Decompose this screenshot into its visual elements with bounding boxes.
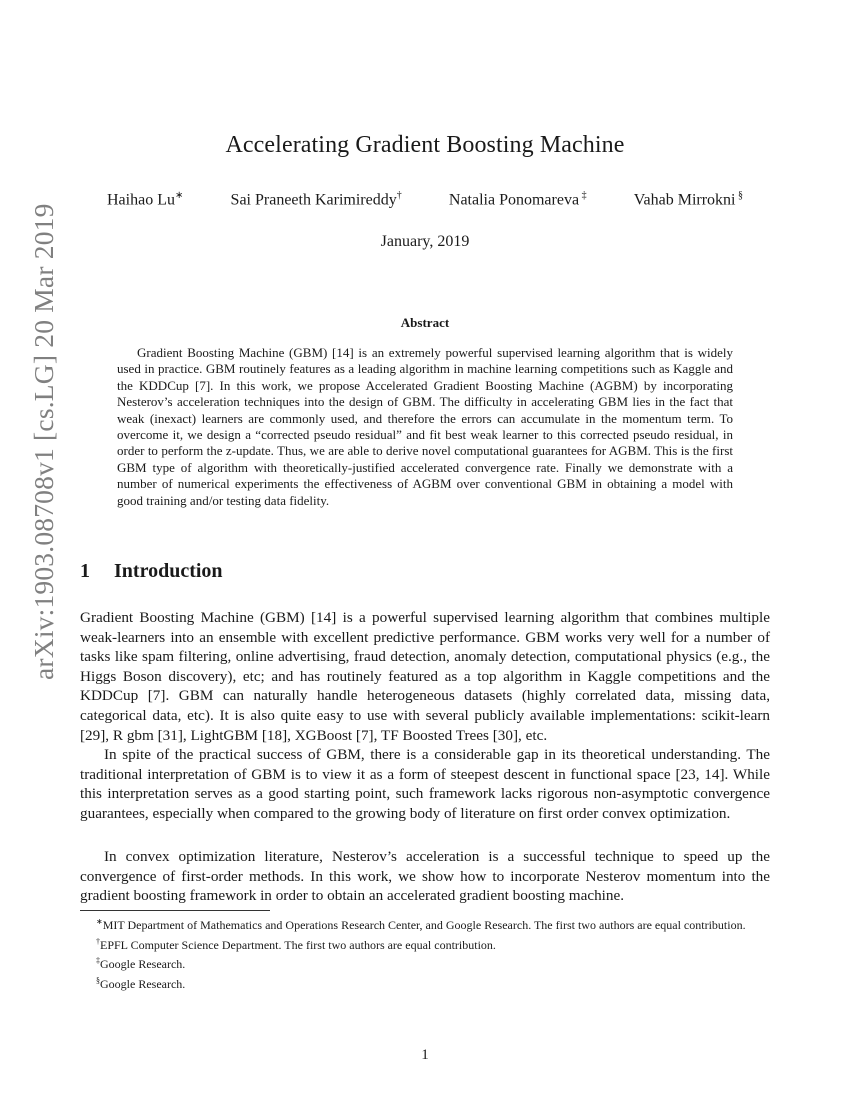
- paper-title: Accelerating Gradient Boosting Machine: [225, 132, 625, 158]
- arxiv-stamp: [28, 203, 59, 680]
- footnote-text: Google Research.: [100, 976, 186, 991]
- footnote-text: EPFL Computer Science Department. The first two authors are equal contribution.: [100, 937, 496, 952]
- footnotes: [80, 914, 770, 992]
- author: [231, 190, 402, 209]
- author-mark: ∗: [174, 190, 184, 201]
- author-mark: †: [396, 190, 402, 201]
- section-title: Introduction: [114, 560, 223, 582]
- footnote-rule: [80, 910, 270, 911]
- footnote: [80, 914, 770, 934]
- author: [449, 190, 587, 209]
- section-heading: [80, 560, 223, 583]
- footnote-mark: ∗: [96, 917, 103, 926]
- author-name: Haihao Lu: [107, 191, 175, 209]
- footnote-text: Google Research.: [100, 957, 186, 971]
- publication-date: January, 2019: [380, 233, 470, 250]
- author-name: Sai Praneeth Karimireddy: [230, 191, 397, 209]
- footnote: [80, 934, 770, 954]
- footnote-mark: †: [96, 936, 100, 946]
- footnote: [80, 973, 770, 993]
- body-paragraph: In spite of the practical success of GBM, there is a considerable gap in its theoretical understanding. The traditional interpretation of GBM is to view it as a form of steepest descent in functional space [23, 14]. While this interpretation serves as a good starting point, such framework lacks rigorous non-asymptotic convergence guarantees, especially when compared to the growing body of literature on first order convex optimization.: [80, 746, 770, 822]
- body-paragraph: In convex optimization literature, Nesterov’s acceleration is a successful technique to speed up the convergence of first-order methods. In this work, we show how to incorporate Nesterov momentum into the gradient boosting framework in order to obtain an accelerated gradient boosting machine.: [80, 848, 770, 905]
- footnote-mark: ‡: [96, 956, 100, 965]
- author-name: Vahab Mirrokni: [633, 191, 736, 209]
- author-name: Natalia Ponomareva: [448, 191, 580, 209]
- author: [634, 190, 743, 209]
- author: [107, 190, 183, 209]
- footnote-mark: §: [96, 975, 100, 985]
- abstract-text: Gradient Boosting Machine (GBM) [14] is an extremely powerful supervised learning algorithm that is widely used in practice. GBM routinely features as a leading algorithm in machine learning competitions such as Kaggle and the KDDCup [7]. In this work, we propose Accelerated Gradient Boosting Machine (AGBM) by incorporating Nesterov’s acceleration techniques into the design of GBM. The difficulty in accelerating GBM lies in the fact that weak (inexact) learners are commonly used, and therefore the errors can accumulate in the momentum term. To overcome it, we design a “corrected pseudo residual” and fit best weak learner to this corrected pseudo residual, in order to perform the z-update. Thus, we are able to derive novel computational guarantees for AGBM. This is the first GBM type of algorithm with theoretically-justified accelerated convergence rate. Finally we demonstrate with a number of numerical experiments the effectiveness of AGBM over conventional GBM in obtaining a model with good training and/or testing data fidelity.: [117, 345, 733, 508]
- abstract-heading: Abstract: [400, 315, 450, 330]
- author-mark: §: [735, 190, 743, 201]
- author-mark: ‡: [579, 190, 587, 201]
- author-list: [80, 190, 770, 209]
- section-number: 1: [80, 560, 90, 582]
- page-number: 1: [421, 1047, 429, 1063]
- footnote-text: MIT Department of Mathematics and Operations Research Center, and Google Research. The first two authors are equal contribution.: [102, 918, 746, 932]
- body-paragraph: Gradient Boosting Machine (GBM) [14] is a powerful supervised learning algorithm that combines multiple weak-learners into an ensemble with excellent predictive performance. GBM works very well for a number of tasks like spam filtering, online advertising, fraud detection, anomaly detection, computational physics (e.g., the Higgs Boson discovery), etc; and has routinely featured as a top algorithm in Kaggle competitions and the KDDCup [7]. GBM can naturally handle heterogeneous datasets (highly correlated data, missing data, categorical data, etc). It is also quite easy to use with several publicly available implementations: scikit-learn [29], R gbm [31], LightGBM [18], XGBoost [7], TF Boosted Trees [30], etc.: [80, 609, 770, 744]
- footnote: [80, 953, 770, 973]
- arxiv-id[interactable]: arXiv:1903.08708v1 [cs.LG] 20 Mar 2019: [28, 203, 59, 680]
